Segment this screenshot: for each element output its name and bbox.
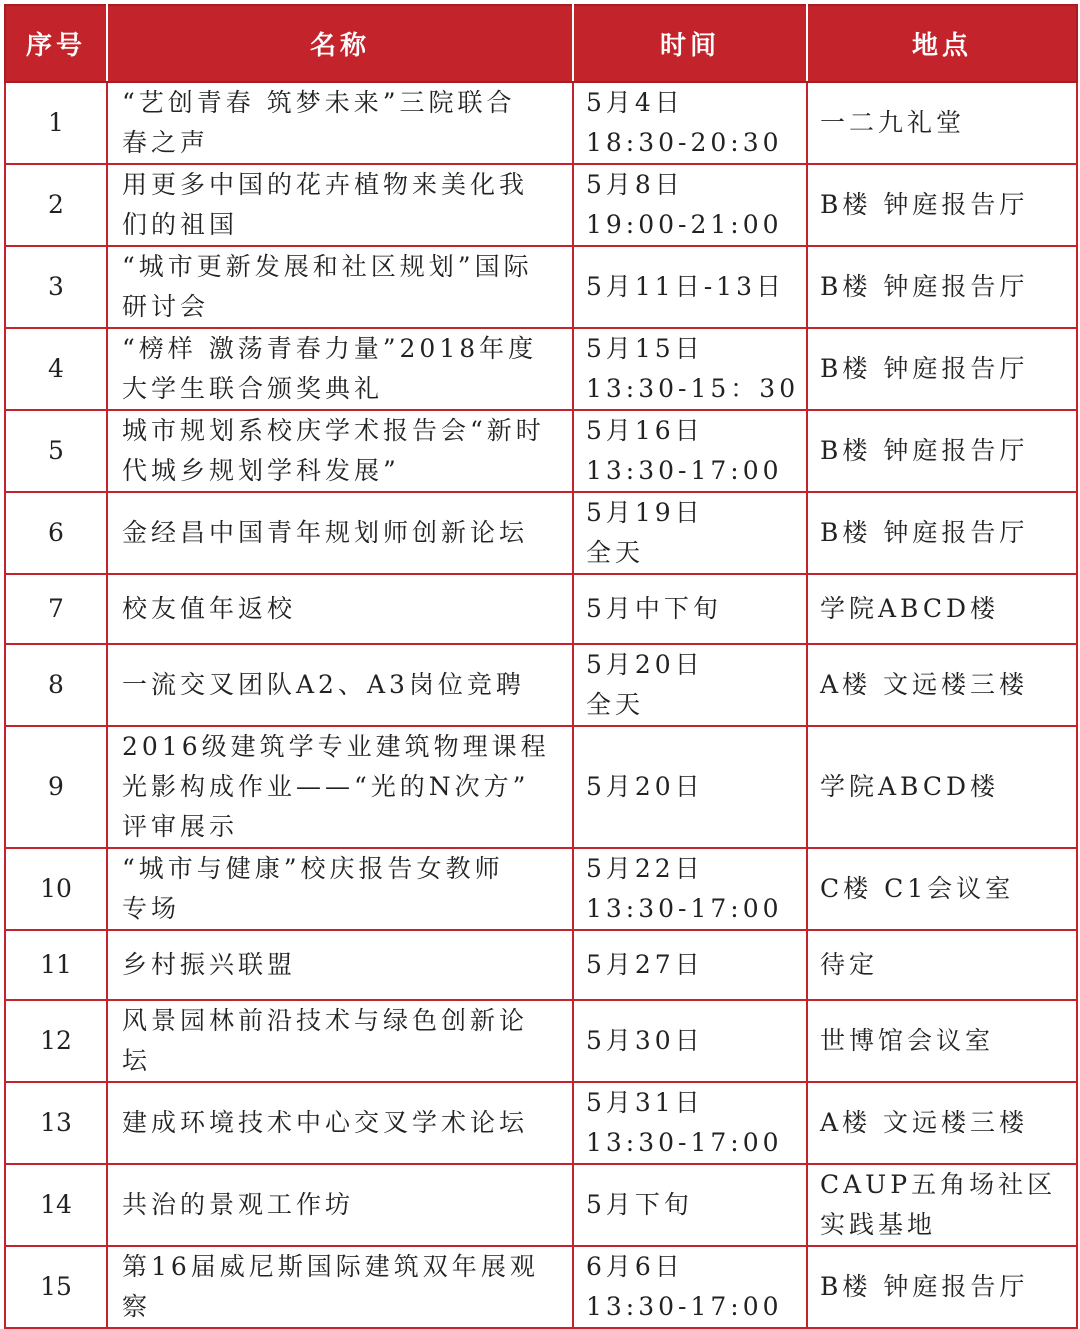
cell-name-line: 代城乡规划学科发展”	[122, 456, 400, 485]
cell-name-line: “榜样 激荡青春力量”2018年度	[122, 334, 538, 363]
cell-name	[107, 82, 573, 164]
cell-name-line: 2016级建筑学专业建筑物理课程	[122, 732, 550, 761]
table-row	[5, 574, 1077, 644]
table-row	[5, 848, 1077, 930]
cell-name-line: 城市规划系校庆学术报告会“新时	[122, 416, 545, 445]
cell-time-line: 5月16日	[586, 416, 704, 445]
cell-time-line: 5月19日	[586, 498, 704, 527]
cell-time-line: 5月20日	[586, 772, 704, 801]
cell-name-line: 们的祖国	[122, 210, 239, 239]
cell-place	[807, 164, 1077, 246]
cell-place	[807, 1246, 1077, 1328]
cell-name-line: 察	[122, 1292, 152, 1321]
cell-name	[107, 492, 573, 574]
cell-place-line: 待定	[820, 950, 879, 979]
table-row	[5, 164, 1077, 246]
cell-name-line: 建成环境技术中心交叉学术论坛	[122, 1108, 529, 1137]
cell-time-line: 5月27日	[586, 950, 704, 979]
cell-index: 12	[5, 1000, 107, 1082]
cell-index: 1	[5, 82, 107, 164]
cell-name-line: “城市与健康”校庆报告女教师	[122, 854, 504, 883]
cell-time-line: 13:30-17:00	[586, 1292, 783, 1321]
cell-time	[573, 726, 807, 848]
cell-time-line: 13:30-17:00	[586, 1128, 783, 1157]
cell-index: 9	[5, 726, 107, 848]
cell-place	[807, 328, 1077, 410]
header-place: 地点	[807, 5, 1077, 82]
cell-time	[573, 1082, 807, 1164]
cell-name-line: “艺创青春 筑梦未来”三院联合	[122, 88, 516, 117]
cell-name	[107, 726, 573, 848]
cell-place-line: B楼 钟庭报告厅	[820, 354, 1029, 383]
cell-time	[573, 164, 807, 246]
cell-time-line: 5月15日	[586, 334, 704, 363]
table-row	[5, 246, 1077, 328]
cell-place-line: B楼 钟庭报告厅	[820, 272, 1029, 301]
cell-time-line: 13:30-15：30	[586, 374, 800, 403]
cell-time	[573, 1246, 807, 1328]
cell-name-line: “城市更新发展和社区规划”国际	[122, 252, 533, 281]
cell-place	[807, 644, 1077, 726]
table-row	[5, 1246, 1077, 1328]
cell-place-line: 实践基地	[820, 1210, 937, 1239]
cell-index: 8	[5, 644, 107, 726]
cell-name	[107, 1000, 573, 1082]
table-row	[5, 644, 1077, 726]
cell-time	[573, 1000, 807, 1082]
cell-place-line: CAUP五角场社区	[820, 1170, 1057, 1199]
cell-place	[807, 1164, 1077, 1246]
cell-place	[807, 246, 1077, 328]
cell-time-line: 19:00-21:00	[586, 210, 783, 239]
cell-time-line: 5月30日	[586, 1026, 704, 1055]
cell-time	[573, 574, 807, 644]
cell-name	[107, 930, 573, 1000]
cell-time-line: 5月中下旬	[586, 594, 722, 623]
cell-index: 15	[5, 1246, 107, 1328]
cell-time-line: 5月20日	[586, 650, 704, 679]
cell-name	[107, 644, 573, 726]
cell-name-line: 评审展示	[122, 812, 239, 841]
cell-name-line: 乡村振兴联盟	[122, 950, 297, 979]
header-index: 序号	[5, 5, 107, 82]
cell-time	[573, 492, 807, 574]
table-row	[5, 1000, 1077, 1082]
cell-place	[807, 1000, 1077, 1082]
cell-name-line: 一流交叉团队A2、A3岗位竞聘	[122, 670, 525, 699]
header-name: 名称	[107, 5, 573, 82]
cell-place-line: 学院ABCD楼	[820, 594, 1000, 623]
cell-index: 5	[5, 410, 107, 492]
cell-place-line: C楼 C1会议室	[820, 874, 1015, 903]
cell-time	[573, 644, 807, 726]
event-schedule-table-wrapper	[4, 4, 1078, 1329]
cell-name-line: 研讨会	[122, 292, 210, 321]
cell-place-line: 一二九礼堂	[820, 108, 966, 137]
cell-time-line: 5月31日	[586, 1088, 704, 1117]
cell-place	[807, 726, 1077, 848]
cell-time-line: 5月4日	[586, 88, 684, 117]
cell-name-line: 校友值年返校	[122, 594, 297, 623]
table-row	[5, 328, 1077, 410]
cell-time-line: 全天	[586, 690, 645, 719]
cell-place-line: A楼 文远楼三楼	[820, 1108, 1029, 1137]
cell-index: 13	[5, 1082, 107, 1164]
cell-name-line: 春之声	[122, 128, 210, 157]
cell-time	[573, 410, 807, 492]
table-header-row	[5, 5, 1077, 82]
cell-time-line: 全天	[586, 538, 645, 567]
cell-place-line: B楼 钟庭报告厅	[820, 436, 1029, 465]
cell-name	[107, 164, 573, 246]
cell-place	[807, 410, 1077, 492]
cell-time-line: 18:30-20:30	[586, 128, 783, 157]
cell-name-line: 风景园林前沿技术与绿色创新论	[122, 1006, 529, 1035]
cell-time	[573, 930, 807, 1000]
header-time: 时间	[573, 5, 807, 82]
cell-index: 7	[5, 574, 107, 644]
cell-index: 10	[5, 848, 107, 930]
cell-place	[807, 82, 1077, 164]
cell-name-line: 光影构成作业——“光的N次方”	[122, 772, 530, 801]
cell-time	[573, 1164, 807, 1246]
cell-time-line: 5月8日	[586, 170, 684, 199]
cell-place-line: 世博馆会议室	[820, 1026, 995, 1055]
table-body	[5, 82, 1077, 1328]
cell-name	[107, 1164, 573, 1246]
cell-time-line: 5月下旬	[586, 1190, 693, 1219]
cell-name	[107, 1082, 573, 1164]
cell-time-line: 5月11日-13日	[586, 272, 785, 301]
table-row	[5, 1164, 1077, 1246]
cell-place	[807, 1082, 1077, 1164]
cell-name	[107, 1246, 573, 1328]
cell-name-line: 大学生联合颁奖典礼	[122, 374, 384, 403]
cell-place-line: B楼 钟庭报告厅	[820, 190, 1029, 219]
cell-place	[807, 930, 1077, 1000]
table-row	[5, 726, 1077, 848]
cell-time	[573, 246, 807, 328]
cell-name-line: 坛	[122, 1046, 152, 1075]
cell-time	[573, 328, 807, 410]
cell-name	[107, 410, 573, 492]
cell-time-line: 6月6日	[586, 1252, 684, 1281]
cell-time-line: 13:30-17:00	[586, 894, 783, 923]
cell-place	[807, 492, 1077, 574]
cell-name-line: 专场	[122, 894, 181, 923]
cell-place-line: A楼 文远楼三楼	[820, 670, 1029, 699]
cell-name-line: 金经昌中国青年规划师创新论坛	[122, 518, 529, 547]
cell-time-line: 13:30-17:00	[586, 456, 783, 485]
cell-place-line: B楼 钟庭报告厅	[820, 1272, 1029, 1301]
cell-index: 2	[5, 164, 107, 246]
table-row	[5, 410, 1077, 492]
cell-index: 6	[5, 492, 107, 574]
cell-index: 11	[5, 930, 107, 1000]
cell-time	[573, 848, 807, 930]
cell-name	[107, 574, 573, 644]
cell-index: 3	[5, 246, 107, 328]
table-row	[5, 1082, 1077, 1164]
cell-name-line: 用更多中国的花卉植物来美化我	[122, 170, 529, 199]
table-row	[5, 82, 1077, 164]
cell-name	[107, 328, 573, 410]
cell-time-line: 5月22日	[586, 854, 704, 883]
cell-name	[107, 246, 573, 328]
cell-place	[807, 574, 1077, 644]
cell-time	[573, 82, 807, 164]
cell-index: 14	[5, 1164, 107, 1246]
cell-place-line: B楼 钟庭报告厅	[820, 518, 1029, 547]
table-row	[5, 492, 1077, 574]
table-row	[5, 930, 1077, 1000]
cell-name-line: 共治的景观工作坊	[122, 1190, 355, 1219]
cell-place-line: 学院ABCD楼	[820, 772, 1000, 801]
cell-name-line: 第16届威尼斯国际建筑双年展观	[122, 1252, 539, 1281]
event-schedule-table	[4, 4, 1078, 1329]
cell-index: 4	[5, 328, 107, 410]
cell-name	[107, 848, 573, 930]
cell-place	[807, 848, 1077, 930]
